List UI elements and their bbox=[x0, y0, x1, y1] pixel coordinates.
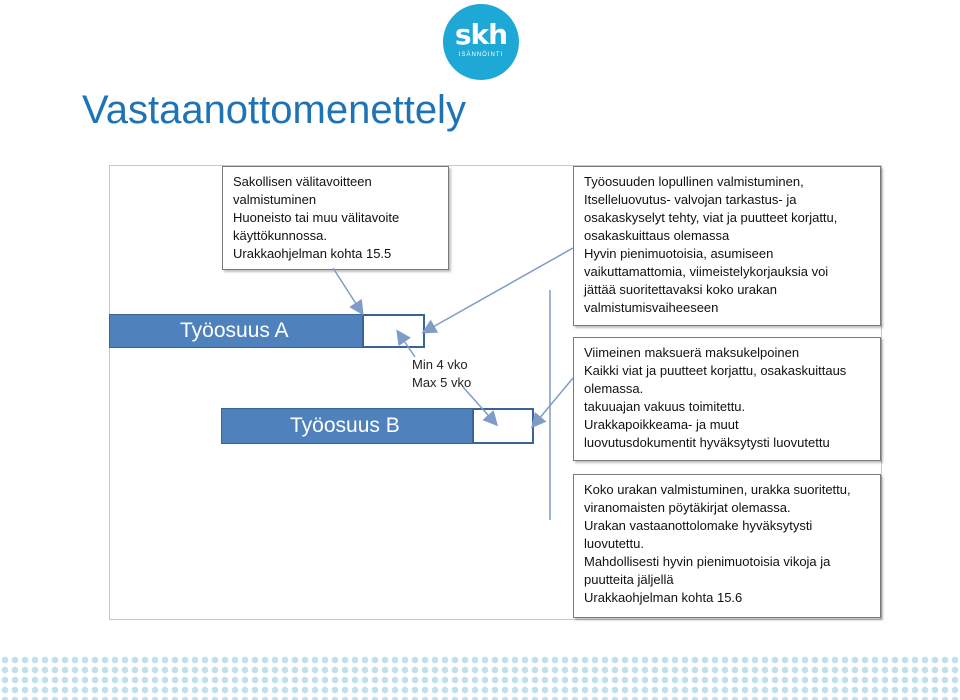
work-section-b-label: Työosuus B bbox=[290, 414, 400, 437]
box-line: Työosuuden lopullinen valmistuminen, bbox=[584, 174, 804, 189]
box-line: valmistuminen bbox=[233, 192, 317, 207]
box-line: osakaskyselyt tehty, viat ja puutteet korjattu, bbox=[584, 210, 838, 225]
box-line: käyttökunnossa. bbox=[233, 228, 327, 243]
payment-arrow bbox=[533, 378, 573, 426]
page-title: Vastaanottomenettely bbox=[82, 88, 466, 132]
box-line: Hyvin pienimuotoisia, asumiseen bbox=[584, 246, 774, 261]
box-line: takuuajan vakuus toimitettu. bbox=[584, 399, 746, 414]
box-line: Urakkapoikkeama- ja muut bbox=[584, 417, 739, 432]
logo-subtitle: ISÄNNÖINTI bbox=[458, 52, 504, 58]
box-line: Sakollisen välitavoitteen bbox=[233, 174, 372, 189]
interim-arrow bbox=[333, 268, 362, 313]
box-line: Itselleluovutus- valvojan tarkastus- ja bbox=[584, 192, 797, 207]
box-line: Kaikki viat ja puutteet korjattu, osakaskuittaus bbox=[584, 363, 847, 378]
box-line: jättää suoritettavaksi koko urakan bbox=[584, 282, 777, 297]
box-line: viranomaisten pöytäkirjat olemassa. bbox=[584, 500, 791, 515]
footer-dot-pattern bbox=[0, 655, 960, 700]
box-line: Urakan vastaanottolomake hyväksytysti bbox=[584, 518, 813, 533]
box-line: Urakkaohjelman kohta 15.6 bbox=[584, 590, 743, 605]
box-line: Huoneisto tai muu välitavoite bbox=[233, 210, 400, 225]
box-line: puutteita jäljellä bbox=[584, 572, 674, 587]
box-line: Viimeinen maksuerä maksukelpoinen bbox=[584, 345, 800, 360]
duration-arrow-up bbox=[398, 332, 415, 357]
box-line: luovutusdokumentit hyväksytysti luovutettu bbox=[584, 435, 830, 450]
box-line: olemassa. bbox=[584, 381, 644, 396]
logo-mark: skh bbox=[454, 18, 508, 51]
box-line: vaikuttamattomia, viimeistelykorjauksia voi bbox=[584, 264, 829, 279]
box-line: Urakkaohjelman kohta 15.5 bbox=[233, 246, 392, 261]
work-section-a-label: Työosuus A bbox=[180, 319, 289, 342]
box-line: Mahdollisesti hyvin pienimuotoisia vikoja ja bbox=[584, 554, 831, 569]
box-line: Koko urakan valmistuminen, urakka suoritettu, bbox=[584, 482, 851, 497]
duration-max: Max 5 vko bbox=[412, 375, 472, 390]
duration-arrow-down bbox=[463, 387, 496, 424]
box-line: osakaskuittaus olemassa bbox=[584, 228, 730, 243]
box-line: luovutettu. bbox=[584, 536, 644, 551]
duration-min: Min 4 vko bbox=[412, 357, 468, 372]
box-line: valmistumisvaiheeseen bbox=[584, 300, 719, 315]
